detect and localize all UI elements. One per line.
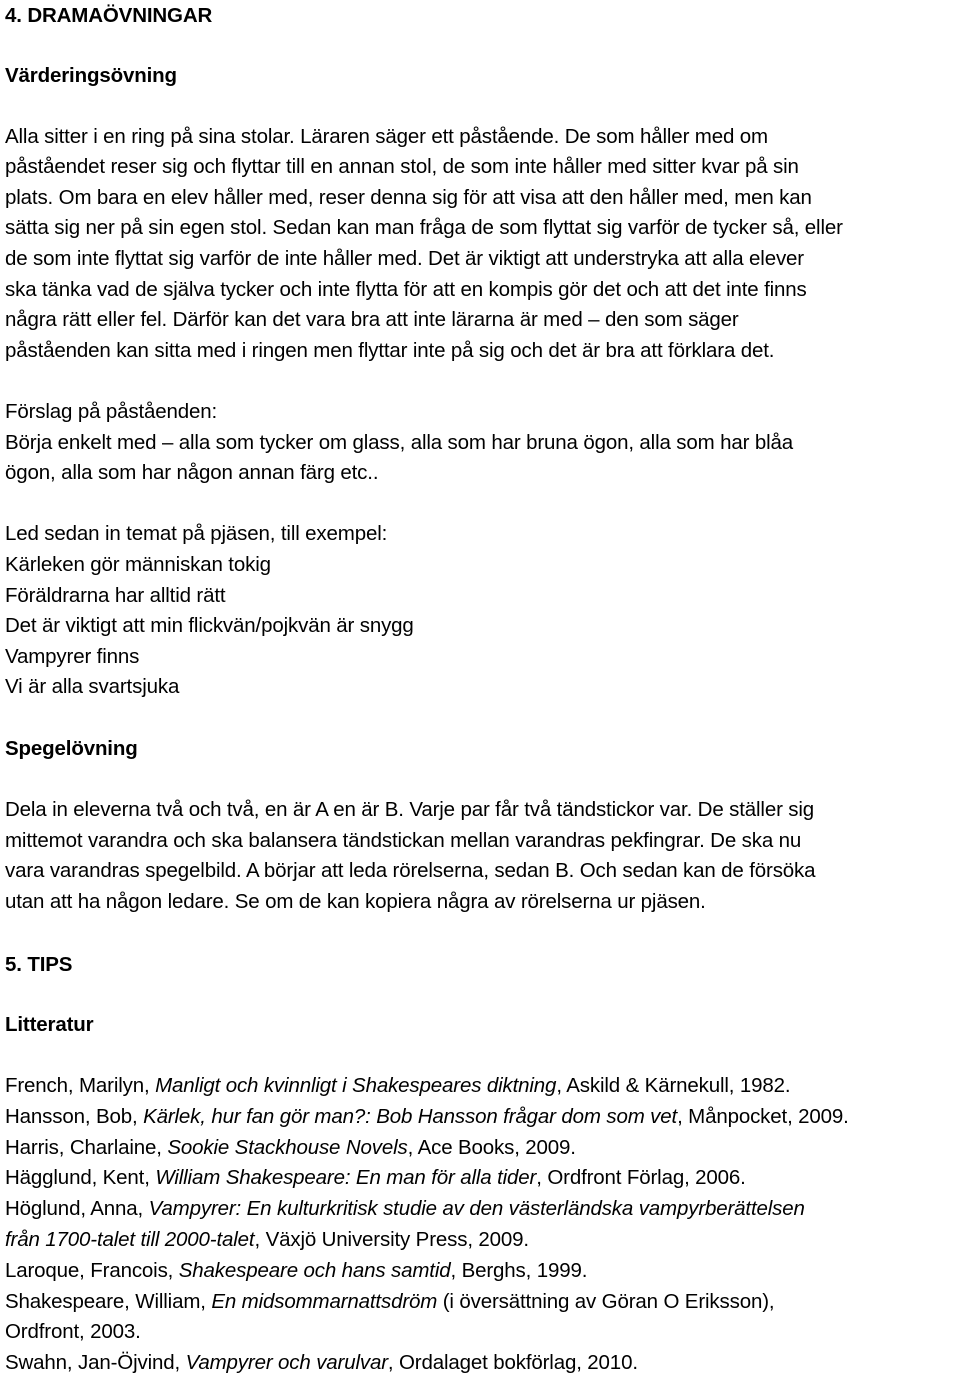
paragraph-line: Dela in eleverna två och två, en är A en är B. Varje par får två tändstickor var. De ställer sig <box>5 798 815 821</box>
reference-title: från 1700-talet till 2000-talet <box>5 1228 255 1251</box>
reference-title: William Shakespeare: En man för alla tider <box>155 1166 537 1189</box>
reference-publisher: , Askild & Kärnekull, 1982. <box>556 1074 791 1097</box>
paragraph-line: sätta sig ner på sin egen stol. Sedan kan man fråga de som flyttat sig varför de tycker så, eller <box>5 216 843 239</box>
paragraph-line: vara varandras spegelbild. A börjar att leda rörelserna, sedan B. Och sedan kan de försöka <box>5 859 816 882</box>
subheading-spegelovning: Spegelövning <box>5 737 138 760</box>
paragraph-line: ska tänka vad de själva tycker och inte flytta för att en kompis gör det och att det inte finns <box>5 278 807 301</box>
paragraph-line: påståenden kan sitta med i ringen men flyttar inte på sig och det är bra att förklara det. <box>5 339 775 362</box>
reference-item <box>5 1348 638 1378</box>
reference-author: Swahn, Jan-Öjvind, <box>5 1351 186 1374</box>
reference-item <box>5 1133 576 1163</box>
reference-publisher: , Berghs, 1999. <box>450 1259 588 1282</box>
statement-item: Det är viktigt att min flickvän/pojkvän är snygg <box>5 614 414 637</box>
paragraph-line: några rätt eller fel. Därför kan det vara bra att inte lärarna är med – den som säger <box>5 308 739 331</box>
paragraph-line: ögon, alla som har någon annan färg etc.. <box>5 461 379 484</box>
paragraph-line: plats. Om bara en elev håller med, reser denna sig för att visa att den håller med, men kan <box>5 186 812 209</box>
reference-item <box>5 1194 805 1224</box>
paragraph-line: Börja enkelt med – alla som tycker om glass, alla som har bruna ögon, alla som har blåa <box>5 431 793 454</box>
paragraph-line: påståendet reser sig och flyttar till en annan stol, de som inte håller med sitter kvar på sin <box>5 155 799 178</box>
reference-item <box>5 1256 587 1286</box>
reference-item-continued: Ordfront, 2003. <box>5 1320 141 1343</box>
reference-publisher: , Ordfront Förlag, 2006. <box>536 1166 746 1189</box>
reference-item <box>5 1102 849 1132</box>
statement-item: Föräldrarna har alltid rätt <box>5 584 226 607</box>
reference-item-continued <box>5 1225 529 1255</box>
reference-author: French, Marilyn, <box>5 1074 156 1097</box>
reference-title: Kärlek, hur fan gör man?: Bob Hansson frågar dom som vet <box>143 1105 678 1128</box>
subheading-varderingsovning: Värderingsövning <box>5 64 177 87</box>
reference-item <box>5 1287 774 1317</box>
paragraph-line: Led sedan in temat på pjäsen, till exempel: <box>5 522 388 545</box>
paragraph-line: utan att ha någon ledare. Se om de kan kopiera några av rörelserna ur pjäsen. <box>5 890 706 913</box>
subheading-litteratur: Litteratur <box>5 1013 94 1036</box>
paragraph-line: mittemot varandra och ska balansera tändstickan mellan varandras pekfingrar. De ska nu <box>5 829 802 852</box>
reference-publisher: (i översättning av Göran O Eriksson), <box>437 1290 775 1313</box>
section-heading-dramaovningar: 4. DRAMAÖVNINGAR <box>5 4 213 27</box>
reference-author: Hägglund, Kent, <box>5 1166 156 1189</box>
reference-item <box>5 1163 746 1193</box>
reference-title: Vampyrer och varulvar <box>185 1351 388 1374</box>
reference-title: En midsommarnattsdröm <box>211 1290 438 1313</box>
reference-publisher: , Ordalaget bokförlag, 2010. <box>387 1351 638 1374</box>
reference-author: Höglund, Anna, <box>5 1197 149 1220</box>
reference-publisher: , Växjö University Press, 2009. <box>254 1228 529 1251</box>
suggestions-label: Förslag på påståenden: <box>5 400 218 423</box>
reference-author: Hansson, Bob, <box>5 1105 144 1128</box>
statement-item: Kärleken gör människan tokig <box>5 553 271 576</box>
statement-item: Vi är alla svartsjuka <box>5 675 180 698</box>
paragraph-line: Alla sitter i en ring på sina stolar. Läraren säger ett påstående. De som håller med om <box>5 125 768 148</box>
reference-author: Shakespeare, William, <box>5 1290 212 1313</box>
paragraph-line: de som inte flyttat sig varför de inte håller med. Det är viktigt att understryka att alla elever <box>5 247 804 270</box>
reference-author: Harris, Charlaine, <box>5 1136 168 1159</box>
reference-publisher: , Ace Books, 2009. <box>407 1136 576 1159</box>
reference-item <box>5 1071 790 1101</box>
reference-publisher: , Månpocket, 2009. <box>677 1105 849 1128</box>
statement-item: Vampyrer finns <box>5 645 140 668</box>
reference-author: Laroque, Francois, <box>5 1259 179 1282</box>
reference-title: Vampyrer: En kulturkritisk studie av den västerländska vampyrberättelsen <box>148 1197 805 1220</box>
reference-title: Manligt och kvinnligt i Shakespeares diktning <box>155 1074 557 1097</box>
reference-title: Sookie Stackhouse Novels <box>167 1136 408 1159</box>
reference-title: Shakespeare och hans samtid <box>178 1259 451 1282</box>
section-heading-tips: 5. TIPS <box>5 953 73 976</box>
